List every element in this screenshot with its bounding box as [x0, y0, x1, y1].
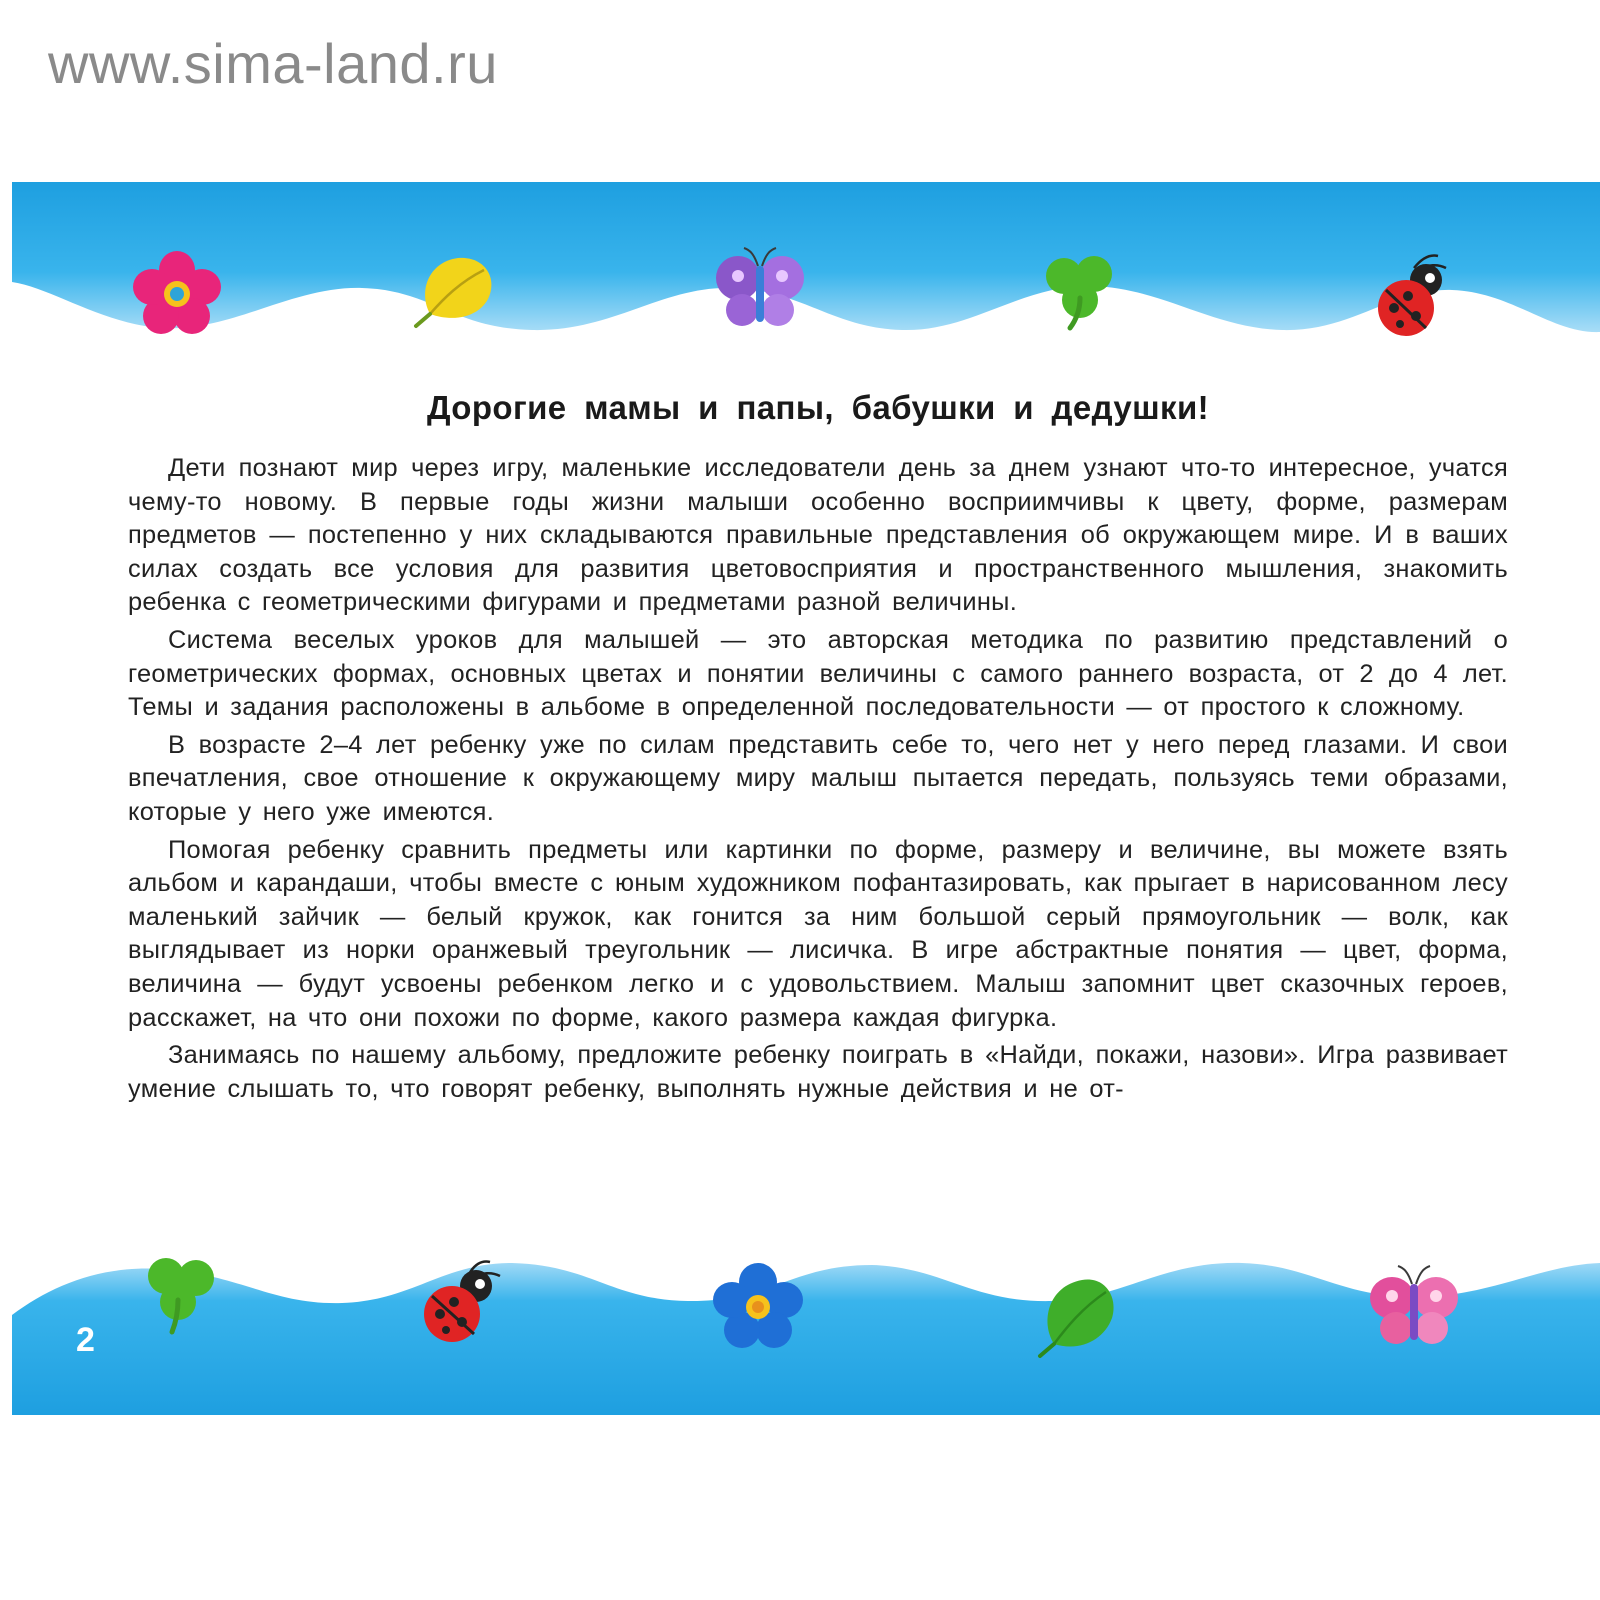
butterfly-icon: [712, 244, 808, 336]
butterfly-icon: [1366, 1262, 1462, 1354]
yellow-leaf-icon: [410, 252, 500, 332]
pink-flower-icon: [132, 250, 222, 336]
paragraph: Помогая ребенку сравнить предметы или картинки по форме, размеру и величине, вы можете взять альбом и карандаши, чтобы вместе с юным художником пофантазировать, как прыгает в нарисованном лесу маленький зайчик — белый кружок, как гонится за ним большой серый прямоугольник — волк, как выглядывает из норки оранжевый треугольник — лисичка. В игре абстрактные понятия — цвет, форма, величина — будут усвоены ребенком легко и с удовольствием. Малыш запомнит цвет сказочных героев, расскажет, на что они похожи по форме, какого размера каждая фигурка.: [128, 835, 1508, 1032]
site-watermark: www.sima-land.ru: [48, 32, 498, 95]
clover-icon: [138, 1248, 224, 1336]
body-text: [128, 452, 1508, 1110]
paragraph: Система веселых уроков для малышей — это авторская методика по развитию представлений о геометрических формах, основных цветах и понятии величины с самого раннего возраста, от 2 до 4 лет. Темы и задания расположены в альбоме в определенной последовательности — от простого к сложному.: [128, 625, 1508, 722]
page-heading: Дорогие мамы и папы, бабушки и дедушки!: [426, 389, 1210, 426]
clover-icon: [1036, 248, 1122, 332]
paragraph: В возрасте 2–4 лет ребенку уже по силам представить себе то, чего нет у него перед глазами. И свои впечатления, свое отношение к окружающему миру малыш пытается передать, пользуясь теми образами, которые у него уже имеются.: [128, 730, 1508, 826]
ladybug-icon: [1368, 250, 1458, 342]
blue-flower-icon: [712, 1262, 804, 1350]
page-number: 2: [76, 1321, 95, 1359]
bottom-wave-band: [12, 1255, 1600, 1415]
green-leaf-icon: [1030, 1272, 1120, 1362]
ladybug-icon: [412, 1256, 508, 1348]
paragraph: Занимаясь по нашему альбому, предложите ребенку поиграть в «Найди, покажи, назови». Игра развивает умение слышать то, что говорят ребенку, выполнять нужные действия и не от-: [128, 1041, 1508, 1103]
paragraph: Дети познают мир через игру, маленькие исследователи день за днем узнают что-то интересное, учатся чему-то новому. В первые годы жизни малыши особенно восприимчивы к цвету, форме, размерам предметов — постепенно у них складываются правильные представления об окружающем мире. И в ваших силах создать все условия для развития цветовосприятия и пространственного мышления, знакомить ребенка с геометрическими фигурами и предметами разной величины.: [128, 454, 1508, 617]
